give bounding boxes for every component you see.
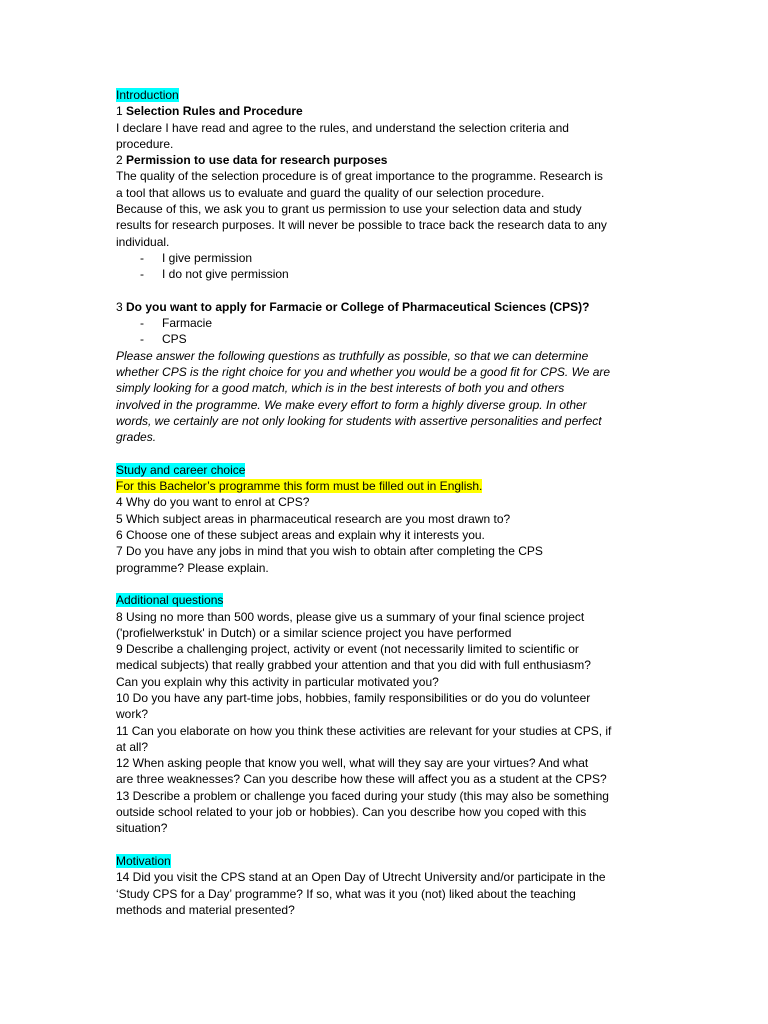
spacer: [116, 837, 661, 853]
spacer: [116, 446, 661, 462]
section-heading-additional: Additional questions: [116, 593, 224, 608]
question-1-text: I declare I have read and agree to the rules, and understand the selection criteria and: [116, 120, 569, 135]
question-1-title: 1 Selection Rules and Procedure: [116, 104, 303, 119]
question-line: programme? Please explain.: [116, 560, 269, 575]
document-page: [116, 87, 661, 918]
question-2-text: individual.: [116, 234, 170, 249]
spacer: [116, 576, 661, 592]
instructions-text: words, we certainly are not only looking for students with assertive personalities and perfect: [116, 413, 602, 428]
question-2-text: The quality of the selection procedure is of great importance to the programme. Research is: [116, 169, 603, 184]
question-2-title: 2 Permission to use data for research purposes: [116, 153, 388, 168]
section-heading-motivation: Motivation: [116, 853, 171, 868]
dash-bullet: -: [140, 267, 144, 282]
section-heading-introduction: Introduction: [116, 88, 179, 102]
section-heading-study: Study and career choice: [116, 462, 246, 477]
option-item: - Farmacie: [116, 315, 661, 331]
question-line: methods and material presented?: [116, 902, 295, 917]
option-item: - I give permission: [116, 250, 661, 266]
instructions-text: whether CPS is the right choice for you and whether you would be a good fit for CPS. We are: [116, 365, 611, 380]
question-line: 11 Can you elaborate on how you think these activities are relevant for your studies at CPS, if: [116, 723, 612, 738]
instructions-text: grades.: [116, 430, 157, 445]
question-line: 8 Using no more than 500 words, please give us a summary of your final science project: [116, 609, 585, 624]
question-line: 13 Describe a problem or challenge you faced during your study (this may also be something: [116, 788, 609, 803]
question-line: are three weaknesses? Can you describe how these will affect you as a student at the CPS?: [116, 772, 607, 787]
question-2-text: results for research purposes. It will never be possible to trace back the research data to any: [116, 218, 607, 233]
question-line: 10 Do you have any part-time jobs, hobbies, family responsibilities or do you do volunteer: [116, 690, 591, 705]
question-line: at all?: [116, 739, 149, 754]
dash-bullet: -: [140, 332, 144, 347]
question-1-text: procedure.: [116, 136, 174, 151]
dash-bullet: -: [140, 250, 144, 265]
question-line: 9 Describe a challenging project, activity or event (not necessarily limited to scientific or: [116, 642, 579, 657]
option-item: - I do not give permission: [116, 266, 661, 282]
question-3-title: 3 Do you want to apply for Farmacie or College of Pharmaceutical Sciences (CPS)?: [116, 299, 590, 314]
instructions-text: involved in the programme. We make every effort to form a highly diverse group. In other: [116, 397, 587, 412]
question-line: 4 Why do you want to enrol at CPS?: [116, 495, 310, 510]
question-line: 7 Do you have any jobs in mind that you wish to obtain after completing the CPS: [116, 544, 543, 559]
question-line: 12 When asking people that know you well, what will they say are your virtues? And what: [116, 756, 589, 771]
question-line: Can you explain why this activity in particular motivated you?: [116, 674, 439, 689]
question-line: 6 Choose one of these subject areas and explain why it interests you.: [116, 528, 485, 543]
question-line: 14 Did you visit the CPS stand at an Open Day of Utrecht University and/or participate in the: [116, 870, 606, 885]
question-line: ‘Study CPS for a Day’ programme? If so, what was it you (not) liked about the teaching: [116, 886, 576, 901]
english-notice: For this Bachelor’s programme this form must be filled out in English.: [116, 479, 483, 494]
option-item: - CPS: [116, 331, 661, 347]
question-line: ('profielwerkstuk' in Dutch) or a similar science project you have performed: [116, 625, 512, 640]
question-line: work?: [116, 707, 149, 722]
question-2-text: Because of this, we ask you to grant us permission to use your selection data and study: [116, 202, 582, 217]
instructions-text: simply looking for a good match, which is in the best interests of both you and others: [116, 381, 565, 396]
spacer: [116, 283, 661, 299]
question-line: outside school related to your job or hobbies). Can you describe how you coped with this: [116, 805, 587, 820]
question-2-text: a tool that allows us to evaluate and guard the quality of our selection procedure.: [116, 185, 545, 200]
instructions-text: Please answer the following questions as truthfully as possible, so that we can determine: [116, 348, 589, 363]
question-line: 5 Which subject areas in pharmaceutical research are you most drawn to?: [116, 511, 511, 526]
question-line: medical subjects) that really grabbed your attention and that you did with full enthusiasm?: [116, 658, 591, 673]
question-line: situation?: [116, 821, 168, 836]
dash-bullet: -: [140, 316, 144, 331]
